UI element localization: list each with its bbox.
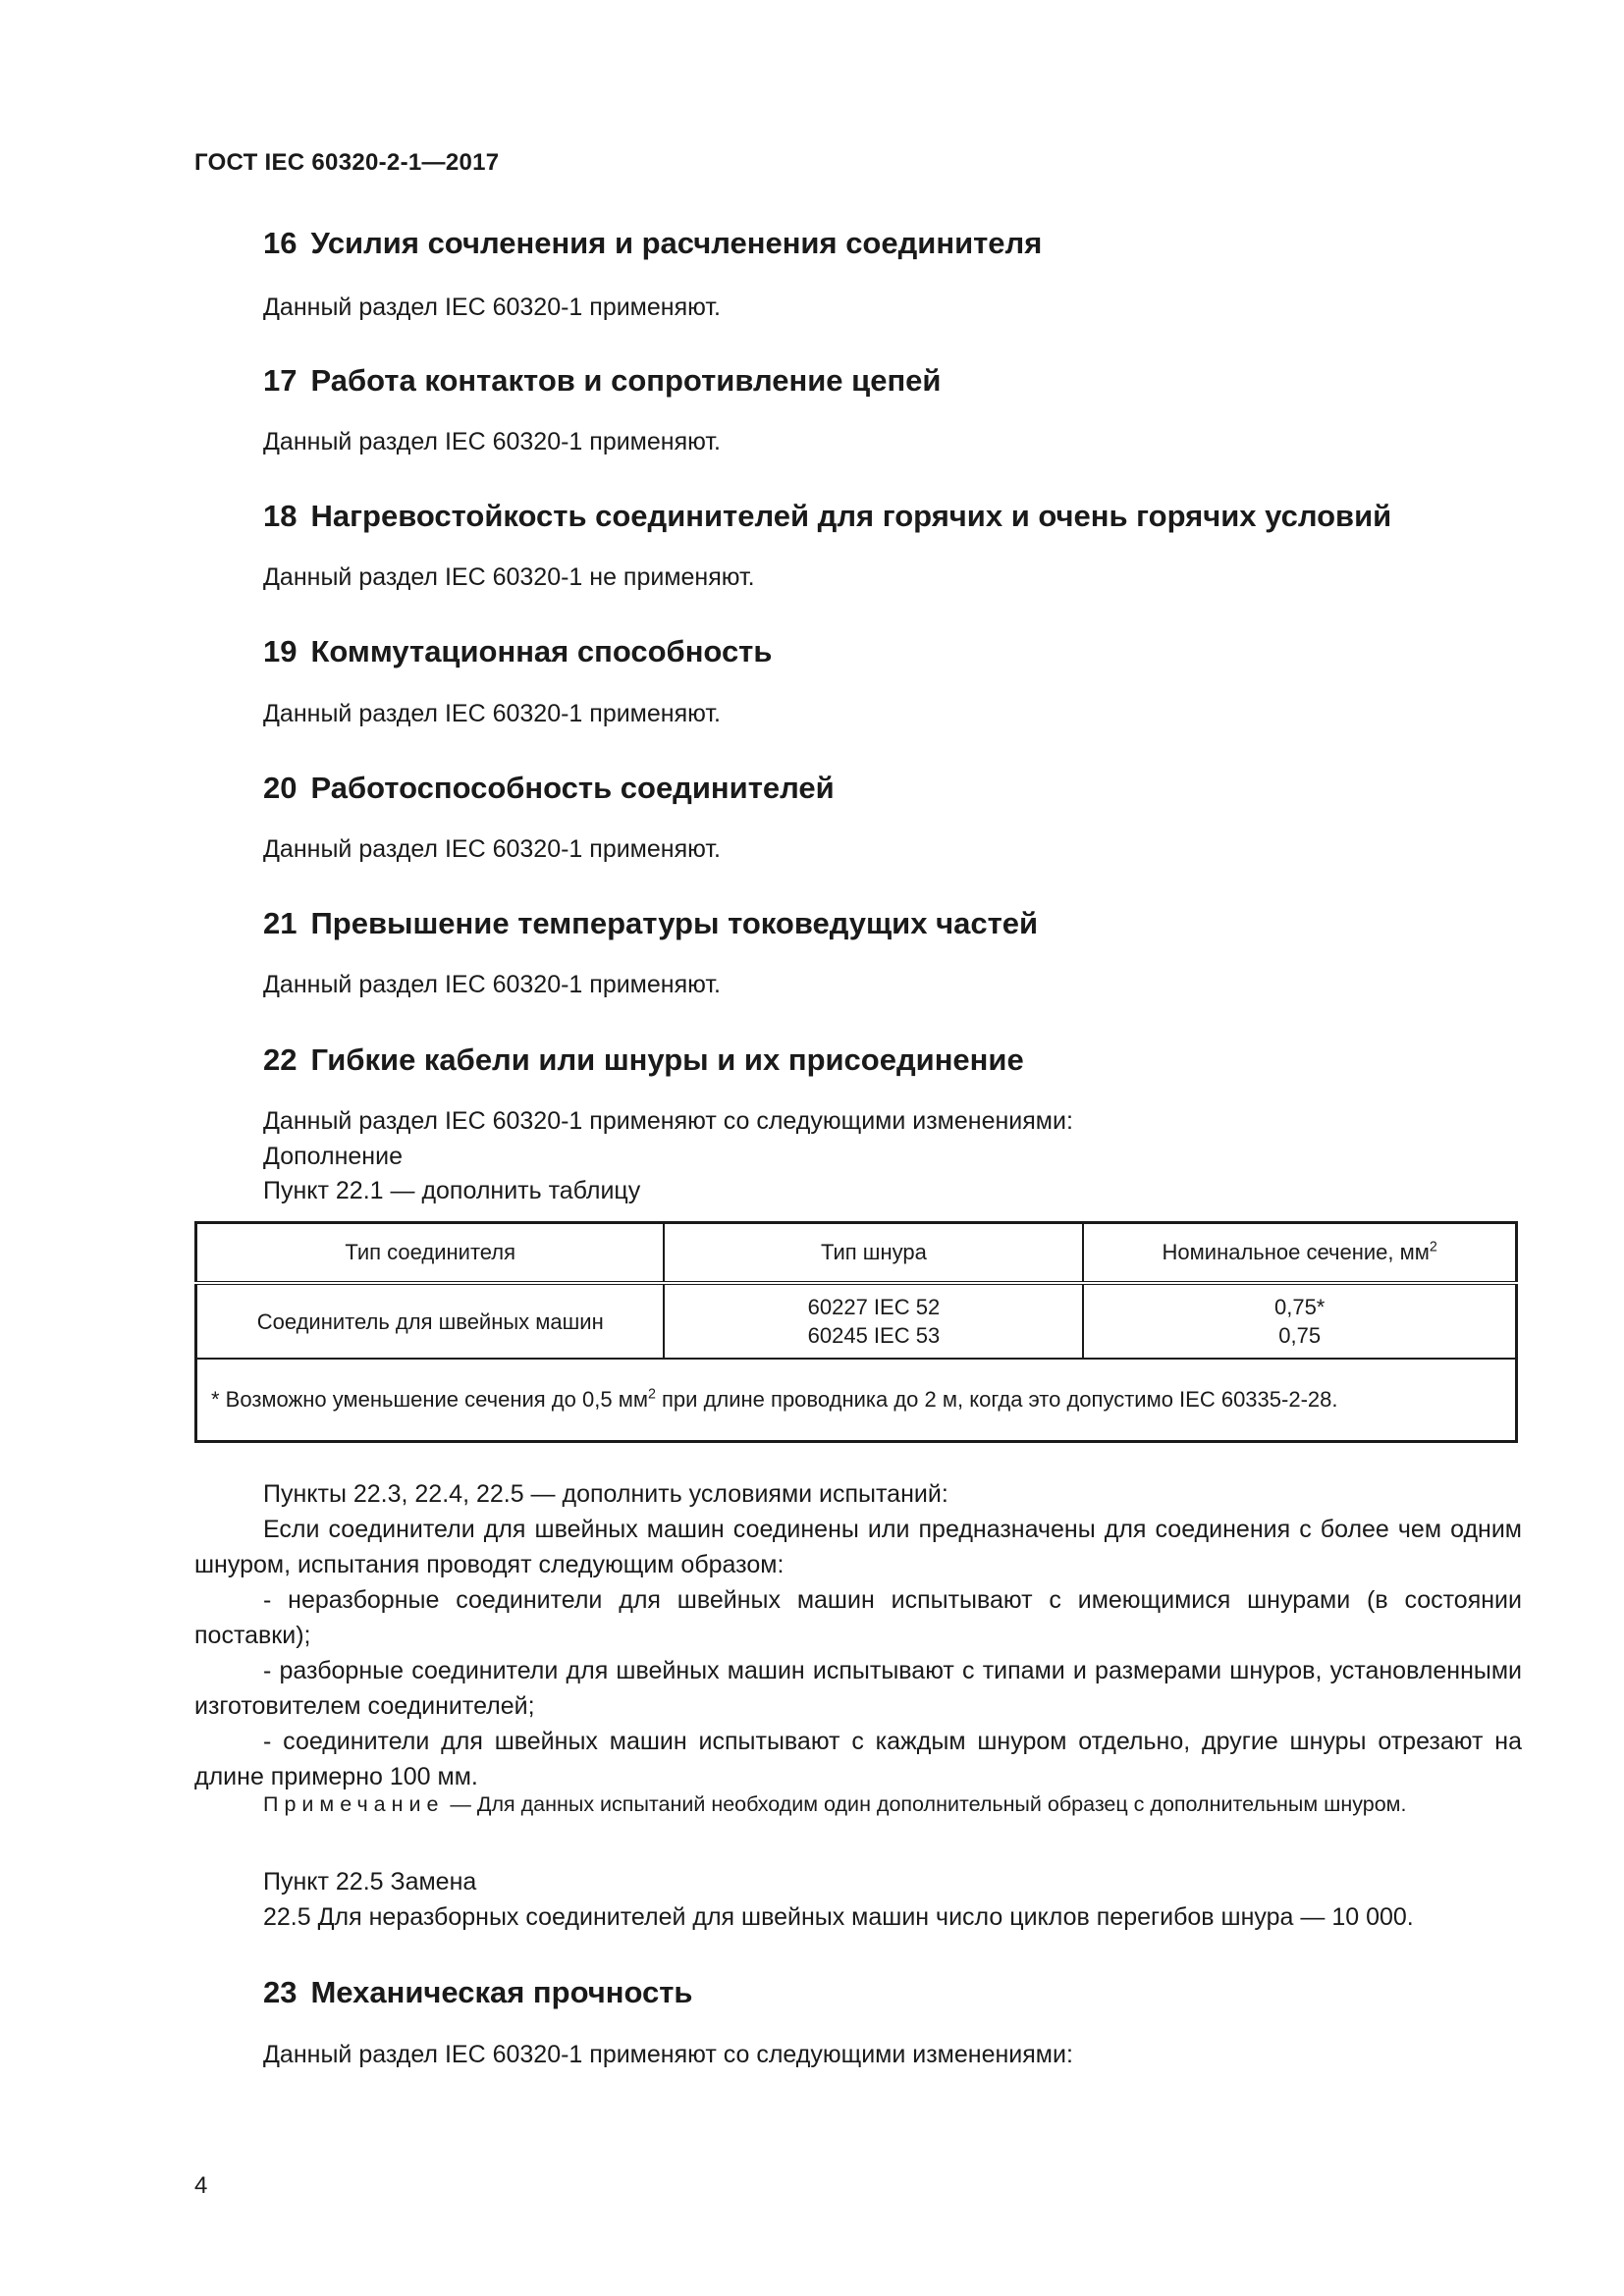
note [194,1789,1522,1820]
footnote-part-a: * Возможно уменьшение сечения до 0,5 мм [211,1387,648,1412]
section-22-replace-line: Пункт 22.5 Замена [263,1868,477,1896]
section-value-1: 0,75* [1273,1295,1326,1319]
table-header-cell [1083,1223,1516,1284]
section-18-text: Данный раздел IEC 60320-1 не применяют. [263,563,755,591]
note-label: Примечание [263,1792,445,1816]
section-title: Нагревостойкость соединителей для горячих и очень горячих условий [310,499,1392,533]
section-21-heading [263,906,1038,941]
table-header-cell: Тип шнура [664,1223,1083,1284]
section-18-heading [263,499,1391,534]
section-number: 19 [263,634,298,668]
section-title: Работа контактов и сопротивление цепей [310,363,942,398]
paragraph: - разборные соединители для швейных машин испытывают с типами и размерами шнуров, установленными изготовителем соединителей; [194,1657,1522,1720]
section-22-replace-text: 22.5 Для неразборных соединителей для швейных машин число циклов перегибов шнура — 10 000. [263,1903,1414,1931]
table-row [196,1283,1517,1359]
section-number: 22 [263,1042,298,1077]
section-title: Механическая прочность [310,1975,693,2009]
cord-type-2: 60245 IEC 53 [807,1323,941,1348]
section-19-heading [263,634,772,669]
page-number: 4 [194,2172,208,2199]
test-conditions-block [194,1512,1522,1794]
section-21-text: Данный раздел IEC 60320-1 применяют. [263,971,721,998]
section-22-heading [263,1042,1024,1078]
section-title: Усилия сочленения и расчленения соединителя [310,226,1043,260]
section-17-text: Данный раздел IEC 60320-1 применяют. [263,428,721,455]
section-title: Коммутационная способность [310,634,773,668]
section-22-item: Пункт 22.1 — дополнить таблицу [263,1177,641,1204]
table-footnote [196,1359,1517,1442]
section-17-heading [263,363,941,399]
note-text: — Для данных испытаний необходим один дополнительный образец с дополнительным шнуром. [444,1792,1407,1816]
paragraph: Если соединители для швейных машин соединены или предназначены для соединения с более чем одним шнуром, испытания проводят следующим образом: [194,1516,1522,1578]
section-number: 18 [263,499,298,533]
section-value-2: 0,75 [1278,1323,1322,1348]
table-cell-section [1083,1283,1516,1359]
section-23-heading [263,1975,692,2010]
section-20-heading [263,771,835,806]
superscript: 2 [1429,1239,1437,1255]
section-16-text: Данный раздел IEC 60320-1 применяют. [263,294,721,321]
section-23-text: Данный раздел IEC 60320-1 применяют со следующими изменениями: [263,2041,1073,2068]
footnote-part-b: при длине проводника до 2 м, когда это допустимо IEC 60335-2-28. [655,1387,1338,1412]
section-title: Гибкие кабели или шнуры и их присоединение [310,1042,1024,1077]
section-number: 23 [263,1975,298,2009]
section-number: 17 [263,363,298,398]
section-title: Превышение температуры токоведущих частей [310,906,1039,940]
section-number: 21 [263,906,298,940]
table-cell-cord [664,1283,1083,1359]
section-20-text: Данный раздел IEC 60320-1 применяют. [263,835,721,863]
section-16-heading [263,226,1042,261]
section-22-addition: Дополнение [263,1143,403,1170]
table-header-row [196,1223,1517,1284]
section-19-text: Данный раздел IEC 60320-1 применяют. [263,700,721,727]
section-number: 20 [263,771,298,805]
header-text: Номинальное сечение, мм [1162,1240,1430,1264]
document-code: ГОСТ IEC 60320-2-1—2017 [194,149,500,176]
section-22-intro: Данный раздел IEC 60320-1 применяют со следующими изменениями: [263,1107,1073,1135]
section-title: Работоспособность соединителей [310,771,835,805]
table-footnote-row [196,1359,1517,1442]
paragraph: - соединители для швейных машин испытывают с каждым шнуром отдельно, другие шнуры отрезают на длине примерно 100 мм. [194,1728,1522,1790]
paragraph: - неразборные соединители для швейных машин испытывают с имеющимися шнурами (в состоянии поставки); [194,1586,1522,1649]
section-number: 16 [263,226,298,260]
table-cell-connector: Соединитель для швейных машин [196,1283,665,1359]
cord-table [194,1221,1518,1443]
cord-type-1: 60227 IEC 52 [807,1295,941,1319]
table-header-cell: Тип соединителя [196,1223,665,1284]
superscript: 2 [647,1386,656,1403]
section-22-items-line: Пункты 22.3, 22.4, 22.5 — дополнить условиями испытаний: [263,1480,948,1508]
